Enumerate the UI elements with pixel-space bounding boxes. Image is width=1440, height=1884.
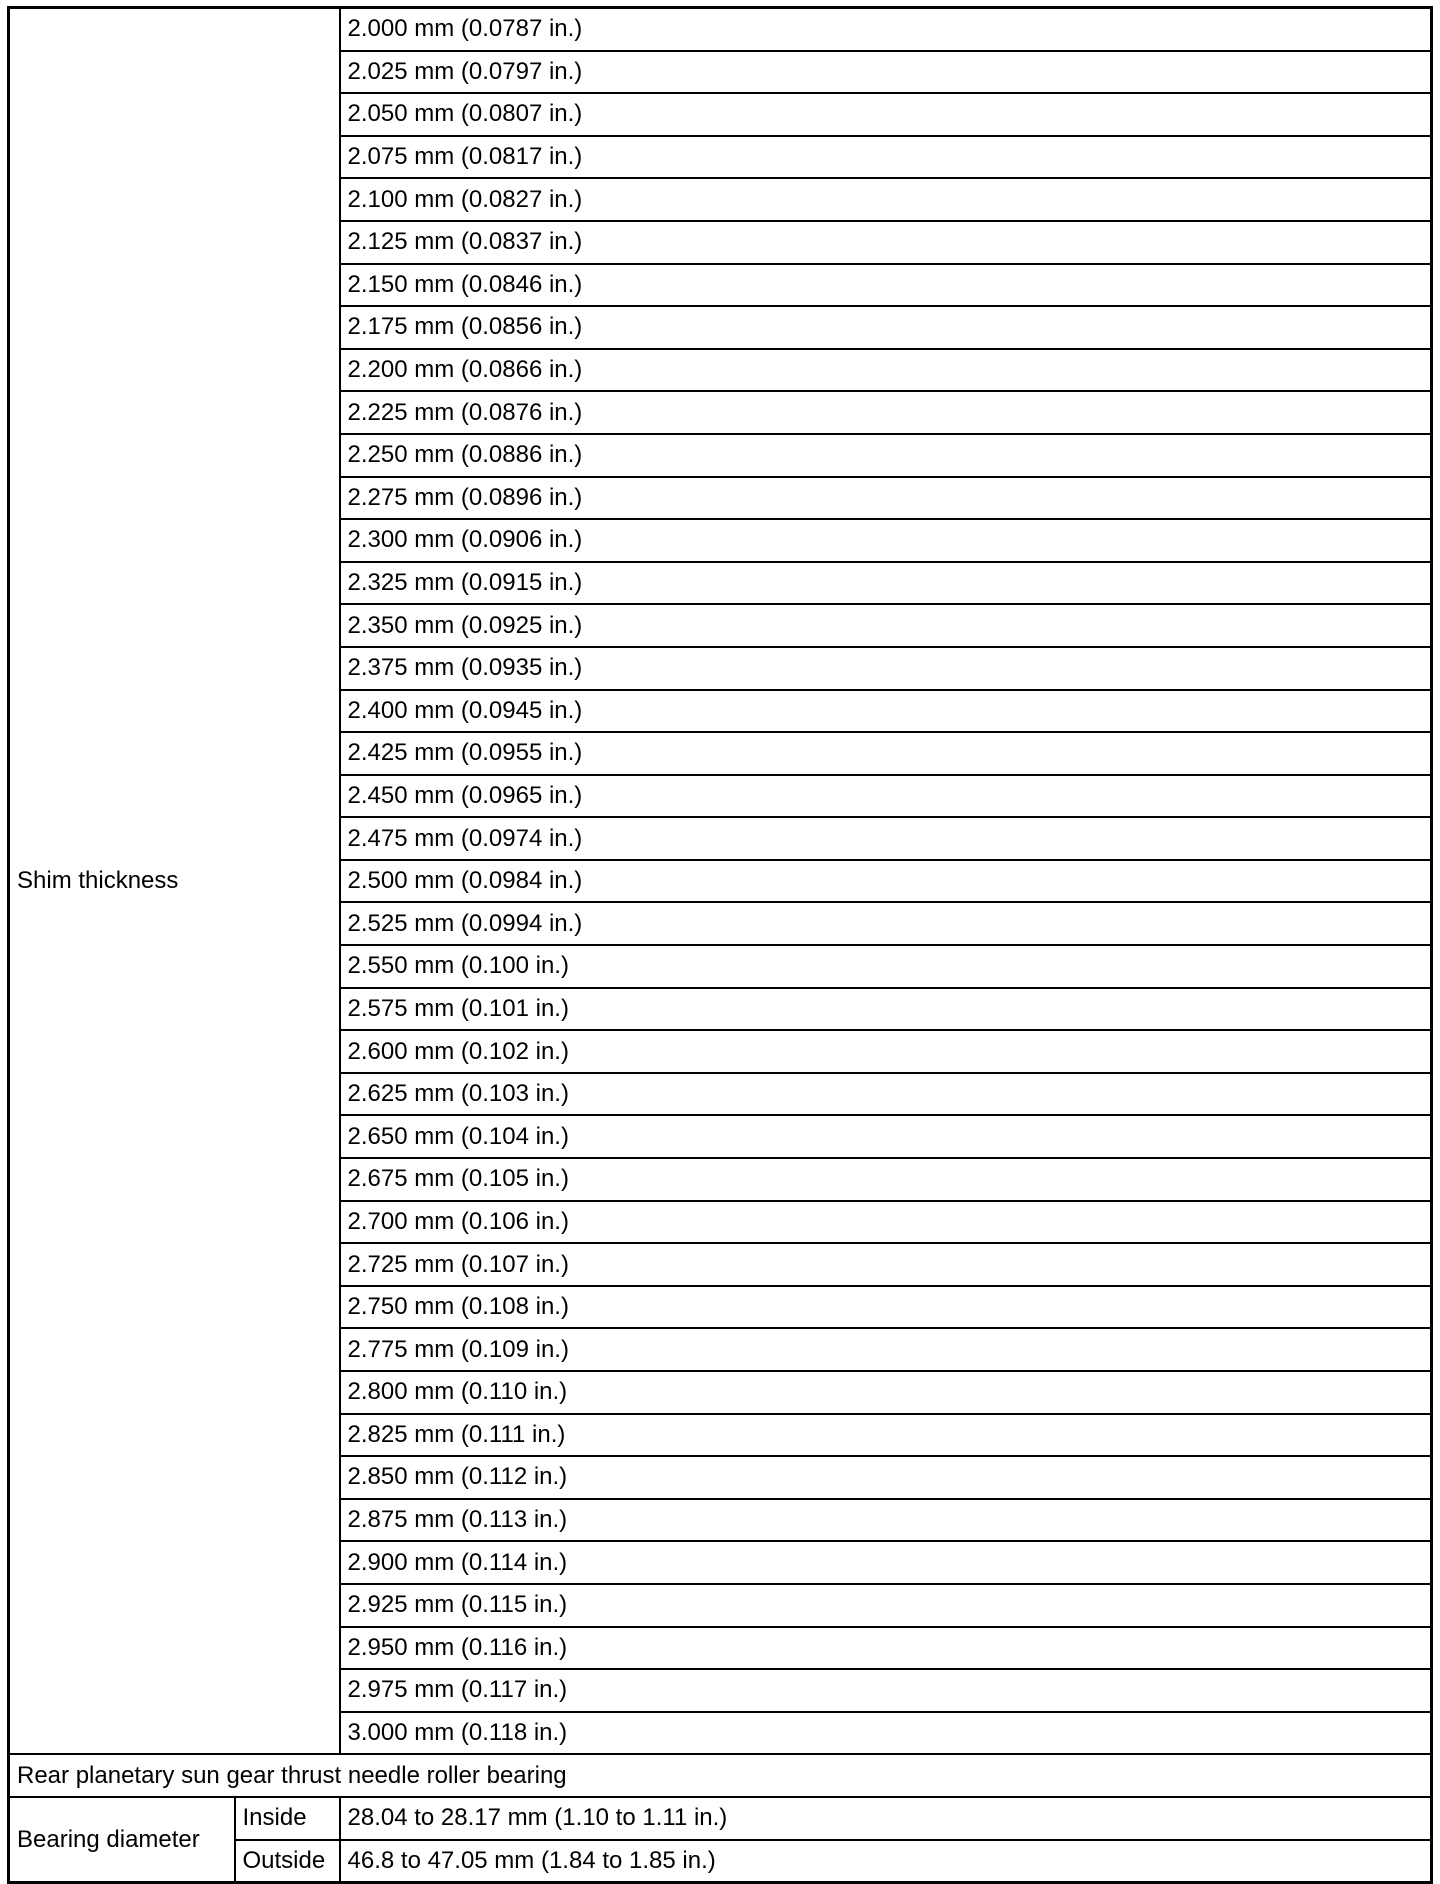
- shim-thickness-value: 2.225 mm (0.0876 in.): [340, 391, 1432, 434]
- shim-thickness-value: 2.400 mm (0.0945 in.): [340, 690, 1432, 733]
- shim-thickness-value: 2.525 mm (0.0994 in.): [340, 902, 1432, 945]
- shim-thickness-value: 2.850 mm (0.112 in.): [340, 1456, 1432, 1499]
- shim-thickness-value: 2.300 mm (0.0906 in.): [340, 519, 1432, 562]
- bearing-outside-value: 46.8 to 47.05 mm (1.84 to 1.85 in.): [340, 1840, 1432, 1883]
- shim-thickness-value: 2.150 mm (0.0846 in.): [340, 264, 1432, 307]
- shim-thickness-value: 2.800 mm (0.110 in.): [340, 1371, 1432, 1414]
- shim-thickness-value: 2.175 mm (0.0856 in.): [340, 306, 1432, 349]
- spec-table: [7, 6, 1433, 1884]
- shim-thickness-value: 2.625 mm (0.103 in.): [340, 1073, 1432, 1116]
- bearing-inside-label: Inside: [235, 1797, 340, 1840]
- bearing-inside-row: [9, 1797, 1432, 1840]
- shim-thickness-value: 2.275 mm (0.0896 in.): [340, 477, 1432, 520]
- shim-thickness-value: 2.700 mm (0.106 in.): [340, 1201, 1432, 1244]
- shim-row: [9, 8, 1432, 51]
- bearing-diameter-label: Bearing diameter: [9, 1797, 235, 1883]
- shim-thickness-value: 2.250 mm (0.0886 in.): [340, 434, 1432, 477]
- shim-thickness-value: 2.650 mm (0.104 in.): [340, 1115, 1432, 1158]
- shim-thickness-value: 2.100 mm (0.0827 in.): [340, 178, 1432, 221]
- shim-thickness-value: 2.375 mm (0.0935 in.): [340, 647, 1432, 690]
- bearing-inside-value: 28.04 to 28.17 mm (1.10 to 1.11 in.): [340, 1797, 1432, 1840]
- shim-thickness-value: 2.550 mm (0.100 in.): [340, 945, 1432, 988]
- shim-thickness-value: 2.875 mm (0.113 in.): [340, 1499, 1432, 1542]
- shim-thickness-value: 2.475 mm (0.0974 in.): [340, 817, 1432, 860]
- shim-thickness-value: 2.725 mm (0.107 in.): [340, 1243, 1432, 1286]
- shim-thickness-value: 3.000 mm (0.118 in.): [340, 1712, 1432, 1755]
- shim-thickness-value: 2.775 mm (0.109 in.): [340, 1328, 1432, 1371]
- shim-thickness-value: 2.200 mm (0.0866 in.): [340, 349, 1432, 392]
- shim-thickness-value: 2.675 mm (0.105 in.): [340, 1158, 1432, 1201]
- shim-thickness-value: 2.325 mm (0.0915 in.): [340, 562, 1432, 605]
- shim-thickness-value: 2.450 mm (0.0965 in.): [340, 775, 1432, 818]
- shim-thickness-value: 2.500 mm (0.0984 in.): [340, 860, 1432, 903]
- shim-thickness-value: 2.575 mm (0.101 in.): [340, 988, 1432, 1031]
- shim-thickness-value: 2.975 mm (0.117 in.): [340, 1669, 1432, 1712]
- shim-thickness-value: 2.600 mm (0.102 in.): [340, 1030, 1432, 1073]
- shim-thickness-value: 2.425 mm (0.0955 in.): [340, 732, 1432, 775]
- bearing-title-row: [9, 1754, 1432, 1797]
- shim-thickness-value: 2.000 mm (0.0787 in.): [340, 8, 1432, 51]
- shim-thickness-value: 2.025 mm (0.0797 in.): [340, 51, 1432, 94]
- shim-thickness-value: 2.050 mm (0.0807 in.): [340, 93, 1432, 136]
- shim-thickness-value: 2.950 mm (0.116 in.): [340, 1627, 1432, 1670]
- shim-thickness-value: 2.350 mm (0.0925 in.): [340, 604, 1432, 647]
- shim-thickness-value: 2.825 mm (0.111 in.): [340, 1414, 1432, 1457]
- shim-thickness-value: 2.925 mm (0.115 in.): [340, 1584, 1432, 1627]
- shim-thickness-label: Shim thickness: [9, 8, 340, 1755]
- shim-thickness-value: 2.125 mm (0.0837 in.): [340, 221, 1432, 264]
- shim-thickness-value: 2.075 mm (0.0817 in.): [340, 136, 1432, 179]
- shim-thickness-value: 2.750 mm (0.108 in.): [340, 1286, 1432, 1329]
- spec-table-body: [9, 8, 1432, 1883]
- bearing-section-title: Rear planetary sun gear thrust needle roller bearing: [9, 1754, 1432, 1797]
- bearing-outside-label: Outside: [235, 1840, 340, 1883]
- shim-thickness-value: 2.900 mm (0.114 in.): [340, 1541, 1432, 1584]
